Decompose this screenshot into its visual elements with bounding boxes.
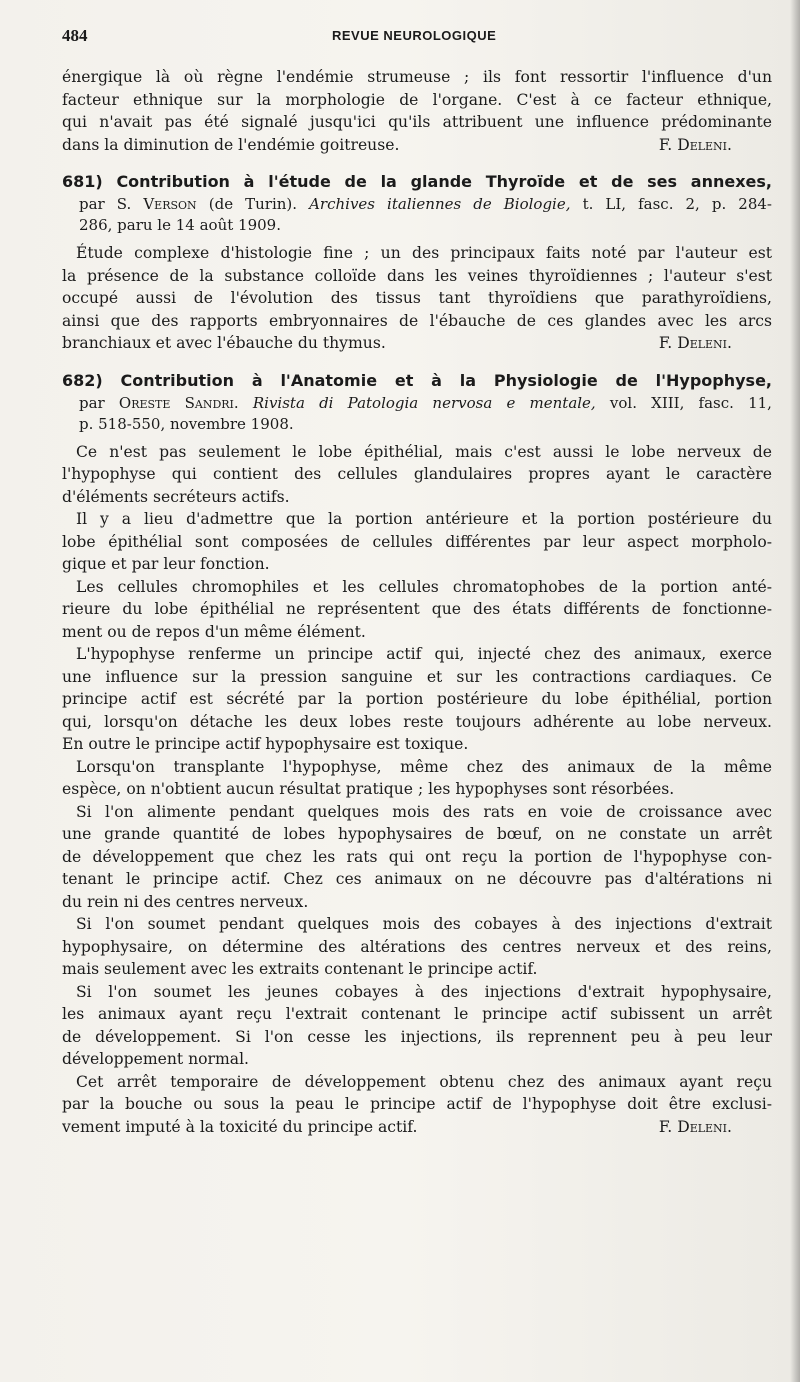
running-title: REVUE NEUROLOGIQUE <box>332 28 497 43</box>
paragraph-line-last: gique et par leur fonction. <box>62 555 270 573</box>
paragraph-line-last: ment ou de repos d'un même élément. <box>62 622 366 641</box>
paragraph-line: tenant le principe actif. Chez ces animaux on ne découvre pas d'altérations ni <box>62 870 772 888</box>
entry-681-line-2: la présence de la substance colloïde dans les veines thyroïdiennes ; l'auteur s'est <box>62 266 772 285</box>
entry-681-line-last <box>62 332 772 355</box>
paragraph-line: Lorsqu'on transplante l'hypophyse, même chez des animaux de la même <box>76 757 772 776</box>
entry-681-last-text: branchiaux et avec l'ébauche du thymus. <box>62 334 386 352</box>
page-edge-shadow <box>790 0 800 1382</box>
intro-line-1: énergique là où règne l'endémie strumeuse ; ils font ressortir l'influence d'un <box>62 68 772 86</box>
entry-682-signature: F. Deleni. <box>658 1117 732 1136</box>
author-name: Oreste Sandri. <box>118 393 239 412</box>
page-number: 484 <box>62 26 88 45</box>
entry-682-paragraph-2 <box>62 508 772 576</box>
paragraph-line-last: développement normal. <box>62 1050 250 1068</box>
entry-682 <box>62 369 772 1139</box>
entry-682-last-text: vement imputé à la toxicité du principe actif. <box>62 1117 418 1136</box>
paragraph-line: de développement que chez les rats qui ont reçu la portion de l'hypophyse con- <box>62 847 772 866</box>
paragraph-line-last: mais seulement avec les extraits contenant le principe actif. <box>62 960 538 978</box>
journal-name: Archives italiennes de Biologie, <box>309 195 571 213</box>
paragraph-line-last: En outre le principe actif hypophysaire est toxique. <box>62 735 469 753</box>
paragraph-line: Si l'on alimente pendant quelques mois des rats en voie de croissance avec <box>76 802 772 821</box>
intro-line-2: facteur ethnique sur la morphologie de l'organe. C'est à ce facteur ethnique, <box>62 90 772 109</box>
paragraph-line: Ce n'est pas seulement le lobe épithélial, mais c'est aussi le lobe nerveux de <box>76 442 772 461</box>
byline-prefix: par <box>79 393 105 412</box>
entry-681-byline-2: 286, paru le 14 août 1909. <box>79 216 281 234</box>
intro-line-last <box>62 134 772 157</box>
entry-681-line-4: ainsi que des rapports embryonnaires de l'ébauche de ces glandes avec les arcs <box>62 311 772 330</box>
paragraph-line: Si l'on soumet les jeunes cobayes à des injections d'extrait hypophysaire, <box>76 982 772 1001</box>
entry-681-line-1: Étude complexe d'histologie fine ; un des principaux faits noté par l'auteur est <box>76 244 772 262</box>
paragraph-line: l'hypophyse qui contient des cellules glandulaires propres ayant le caractère <box>62 465 772 483</box>
entry-682-paragraph-6 <box>62 801 772 914</box>
entry-682-paragraph-1 <box>62 441 772 509</box>
entry-681 <box>62 170 772 355</box>
paragraph-line-last: du rein ni des centres nerveux. <box>62 892 309 911</box>
paragraph-line: lobe épithélial sont composées de cellules différentes par leur aspect morpholo- <box>62 532 772 551</box>
paragraph-line: de développement. Si l'on cesse les injections, ils reprennent peu à peu leur <box>62 1027 772 1046</box>
entry-681-byline <box>62 194 772 215</box>
paragraph-line: une grande quantité de lobes hypophysaires de bœuf, on ne constate un arrêt <box>62 825 772 843</box>
entry-682-byline <box>62 393 772 414</box>
article-body <box>62 66 772 1138</box>
paragraph-line: les animaux ayant reçu l'extrait contenant le principe actif subissent un arrêt <box>62 1005 772 1023</box>
author-affiliation: (de Turin). <box>208 195 298 213</box>
paragraph-line: rieure du lobe épithélial ne représentent que des états différents de fonctionne- <box>62 600 772 618</box>
intro-signature: F. Deleni. <box>658 135 732 154</box>
paragraph-line-last <box>62 1116 772 1139</box>
paragraph-line-last: d'éléments secréteurs actifs. <box>62 487 290 506</box>
paragraph-line: par la bouche ou sous la peau le principe actif de l'hypophyse doit être exclusi- <box>62 1095 772 1113</box>
intro-line-3: qui n'avait pas été signalé jusqu'ici qu'ils attribuent une influence prédominante <box>62 113 772 131</box>
page-header <box>62 26 770 48</box>
entry-681-line-3: occupé aussi de l'évolution des tissus tant thyroïdiens que parathyroïdiens, <box>62 289 772 307</box>
entry-681-title: 681) Contribution à l'étude de la glande Thyroïde et de ses annexes, <box>62 172 772 191</box>
entry-682-paragraph-8 <box>62 981 772 1071</box>
entry-682-paragraph-7 <box>62 913 772 981</box>
paragraph-line-last: espèce, on n'obtient aucun résultat pratique ; les hypophyses sont résorbées. <box>62 780 675 798</box>
author-name: Verson <box>143 195 197 213</box>
paragraph-line: Si l'on soumet pendant quelques mois des cobayes à des injections d'extrait <box>76 915 772 933</box>
citation-details: t. LI, fasc. 2, p. 284- <box>582 195 772 213</box>
entry-682-paragraph-9 <box>62 1071 772 1139</box>
entry-681-signature: F. Deleni. <box>658 334 732 352</box>
byline-prefix: par S. <box>79 195 132 213</box>
entry-682-title: 682) Contribution à l'Anatomie et à la Physiologie de l'Hypophyse, <box>62 370 772 390</box>
intro-paragraph <box>62 66 772 156</box>
paragraph-line: principe actif est sécrété par la portion postérieure du lobe épithélial, portion <box>62 690 772 708</box>
journal-name: Rivista di Patologia nervosa e mentale, <box>252 393 596 412</box>
paragraph-line: Les cellules chromophiles et les cellules chromatophobes de la portion anté- <box>76 577 772 596</box>
paragraph-line: Cet arrêt temporaire de développement obtenu chez des animaux ayant reçu <box>76 1072 772 1091</box>
paragraph-line: qui, lorsqu'on détache les deux lobes reste toujours adhérente au lobe nerveux. <box>62 712 772 731</box>
paragraph-line: L'hypophyse renferme un principe actif qui, injecté chez des animaux, exerce <box>76 645 772 663</box>
intro-last-text: dans la diminution de l'endémie goitreuse. <box>62 135 400 154</box>
entry-682-paragraph-4 <box>62 643 772 756</box>
paragraph-line: Il y a lieu d'admettre que la portion antérieure et la portion postérieure du <box>76 510 772 528</box>
entry-682-paragraph-3 <box>62 576 772 644</box>
entry-682-byline-2: p. 518-550, novembre 1908. <box>79 414 294 433</box>
paragraph-line: une influence sur la pression sanguine et sur les contractions cardiaques. Ce <box>62 667 772 686</box>
entry-682-paragraph-5 <box>62 756 772 801</box>
citation-details: vol. XIII, fasc. 11, <box>609 393 772 412</box>
paragraph-line: hypophysaire, on détermine des altérations des centres nerveux et des reins, <box>62 937 772 956</box>
